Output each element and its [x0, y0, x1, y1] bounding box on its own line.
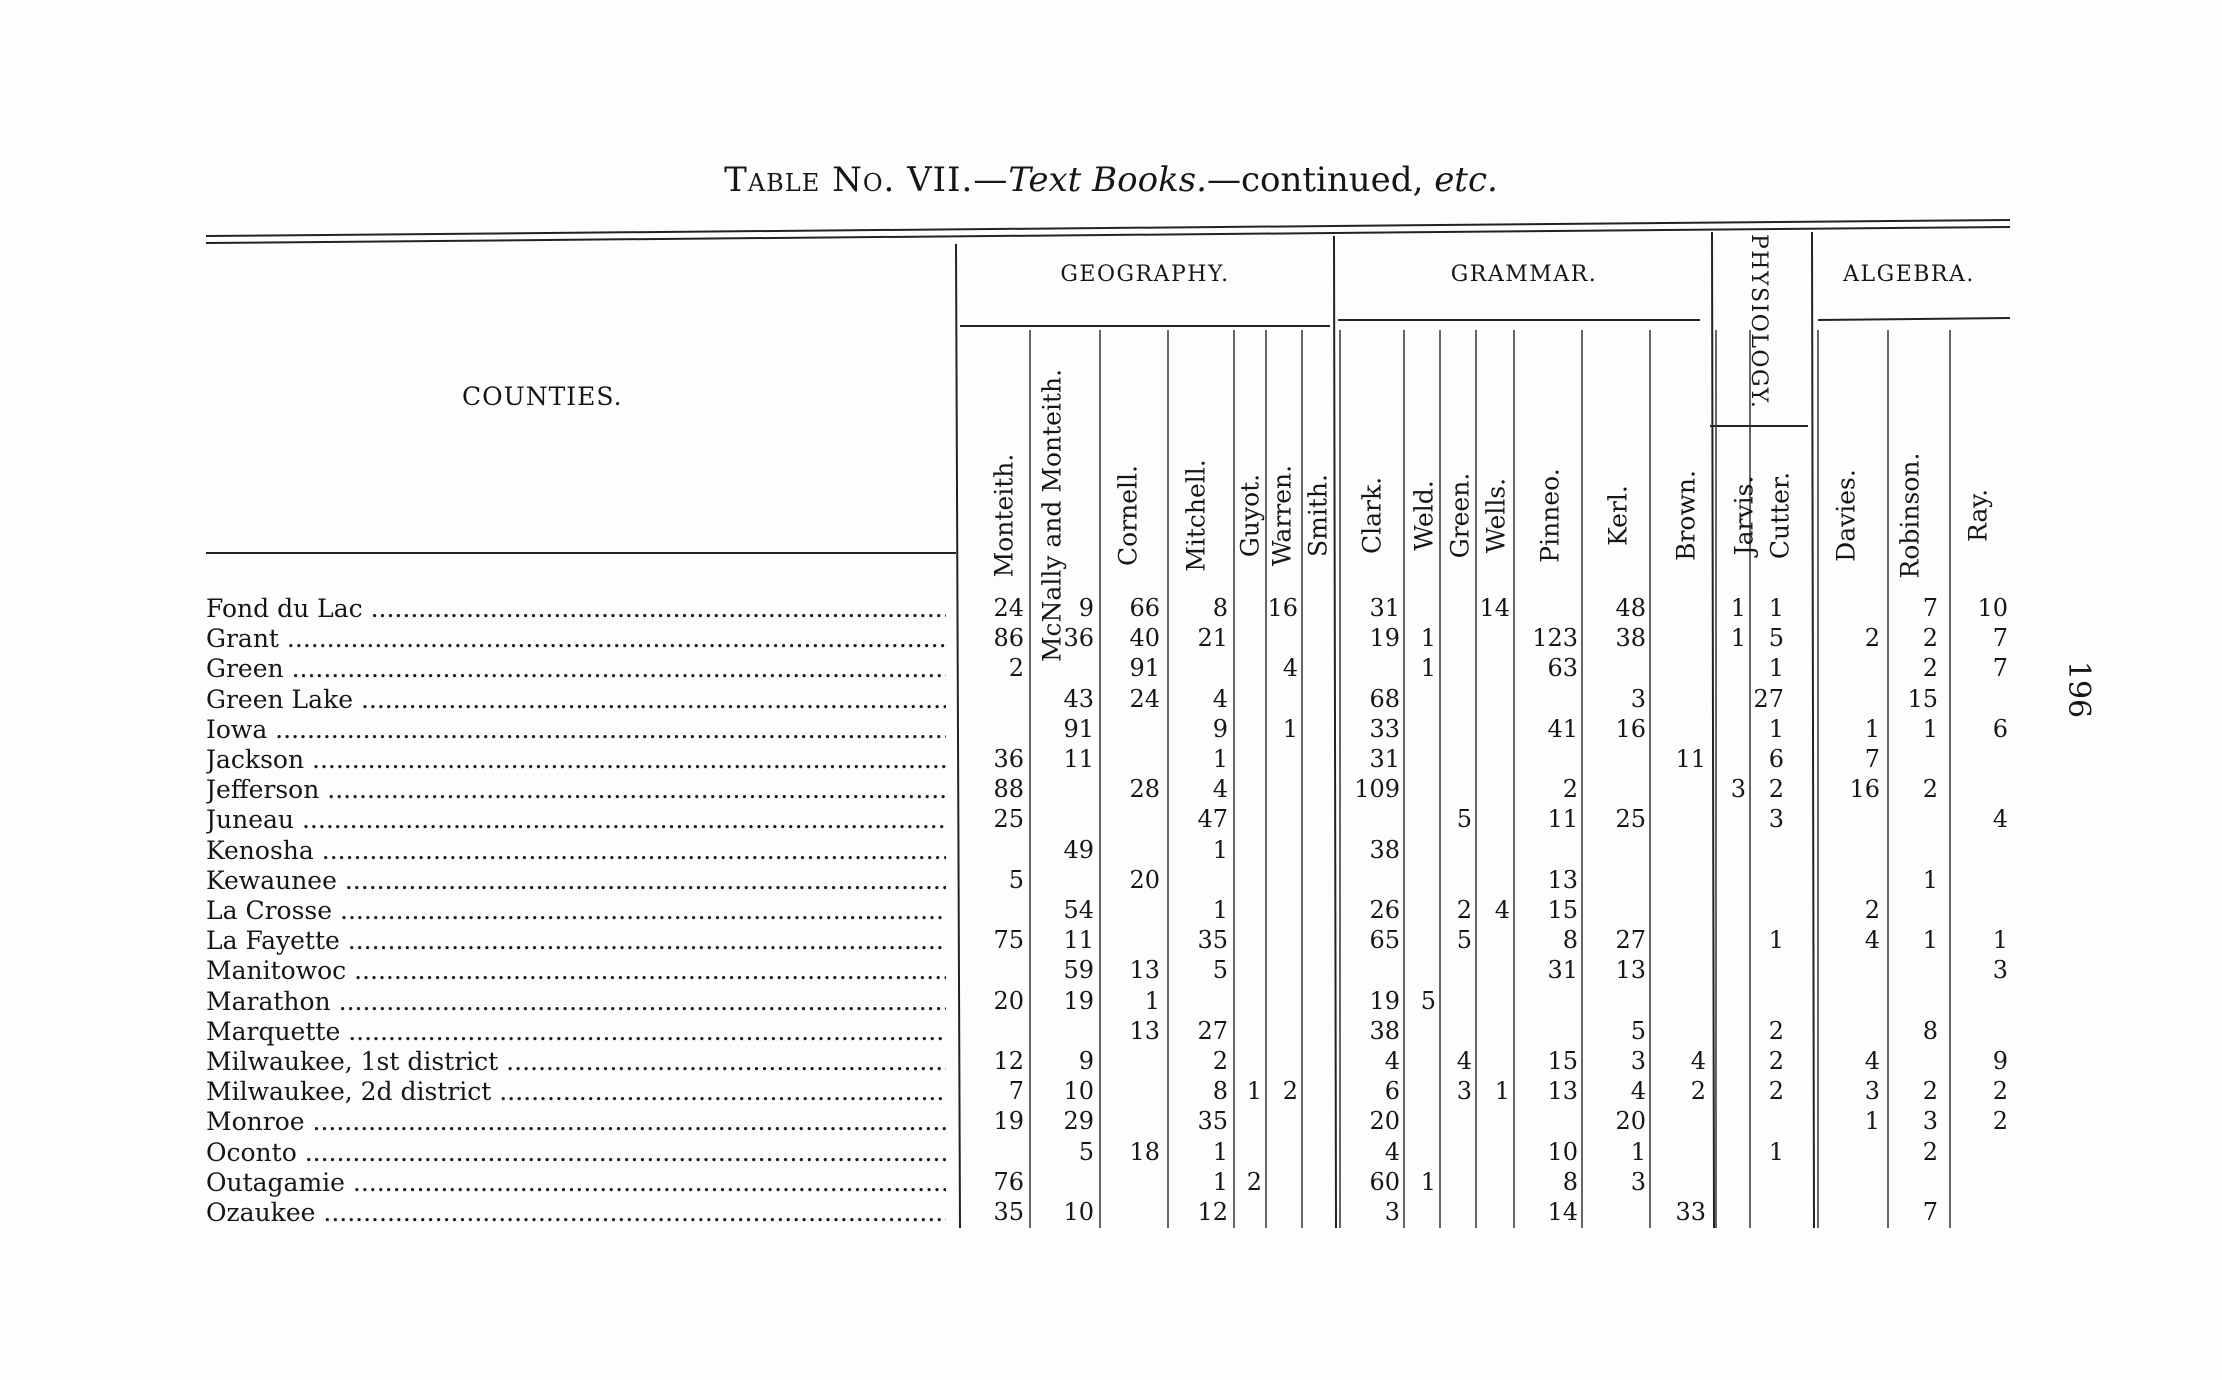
column-header-label: Weld.	[1409, 480, 1439, 551]
table-cell: 2	[1922, 1077, 1938, 1106]
column-header	[1440, 330, 1480, 559]
table-cell: 14	[1547, 1198, 1578, 1226]
table-cell: 49	[1063, 835, 1094, 864]
table-cell: 2	[1922, 1137, 1938, 1166]
table-cell: 3	[1922, 1107, 1938, 1136]
table-cell: 123	[1532, 624, 1578, 653]
table-cell: 2	[1768, 775, 1784, 804]
table-cell: 10	[1977, 594, 2008, 622]
table-cell: 1	[1768, 714, 1784, 743]
table-cell: 12	[1197, 1198, 1228, 1226]
group-algebra: ALGEBRA.	[1843, 262, 1975, 287]
table-cell: 4	[1384, 1137, 1400, 1166]
table-cell: 38	[1369, 835, 1400, 864]
table-cell: 5	[1456, 805, 1472, 834]
table-cell: 8	[1922, 1016, 1938, 1045]
column-header-label: McNally and Monteith.	[1037, 368, 1067, 663]
table-cell: 26	[1369, 896, 1400, 924]
table-cell: 2	[1768, 1077, 1784, 1106]
table-cell: 40	[1129, 624, 1160, 653]
table-cell: 12	[993, 1047, 1024, 1075]
table-cell: 5	[1078, 1137, 1094, 1166]
table-cell: 7	[1008, 1077, 1024, 1106]
column-header	[1530, 330, 1570, 563]
county-name: Monroe .....	[206, 1107, 946, 1136]
table-cell: 4	[1212, 684, 1228, 713]
table-cell: 2	[1008, 654, 1024, 683]
table-cell: 29	[1063, 1107, 1094, 1136]
table-cell: 1	[1922, 926, 1938, 955]
column-header-label: Clark.	[1357, 476, 1387, 555]
table-cell: 15	[1907, 684, 1938, 713]
column-header-label: Kerl.	[1603, 485, 1633, 546]
table-cell: 60	[1369, 1167, 1400, 1196]
table-cell: 11	[1547, 805, 1578, 834]
column-header	[1262, 330, 1302, 567]
table-cell: 91	[1063, 714, 1094, 743]
table-cell: 16	[1849, 775, 1880, 804]
county-name: Iowa .....	[206, 715, 946, 744]
table-cell: 18	[1129, 1137, 1160, 1166]
column-header	[1890, 330, 1930, 579]
table-cell: 14	[1479, 594, 1510, 622]
table-cell: 48	[1615, 594, 1646, 622]
table-cell: 86	[993, 624, 1024, 653]
table-cell: 4	[1630, 1077, 1646, 1106]
table-cell: 2	[1992, 1107, 2008, 1136]
table-cell: 9	[1078, 1047, 1094, 1075]
table-cell: 24	[993, 594, 1024, 622]
table-cell: 1	[1246, 1077, 1262, 1106]
table-cell: 1	[1768, 654, 1784, 683]
table-cell: 36	[1063, 624, 1094, 653]
table-cell: 4	[1456, 1047, 1472, 1075]
page-title	[0, 160, 2222, 200]
table-cell: 19	[1369, 624, 1400, 653]
table-cell: 65	[1369, 926, 1400, 955]
county-name: La Crosse .....	[206, 896, 946, 925]
table-cell: 5	[1768, 624, 1784, 653]
county-name: Green .....	[206, 654, 946, 683]
table-cell: 4	[1384, 1047, 1400, 1075]
table-cell: 19	[1369, 986, 1400, 1015]
column-header-label: Cornell.	[1113, 465, 1143, 566]
table-cell: 25	[993, 805, 1024, 834]
table-cell: 27	[1615, 926, 1646, 955]
column-header	[1176, 330, 1216, 572]
table-cell: 2	[1562, 775, 1578, 804]
column-header-label: Monteith.	[989, 453, 1019, 578]
column-header	[1760, 330, 1800, 560]
county-name: Marathon .....	[206, 987, 946, 1016]
table-cell: 4	[1212, 775, 1228, 804]
county-name: La Fayette .....	[206, 926, 946, 955]
table-cell: 1	[1768, 594, 1784, 622]
table-cell: 4	[1494, 896, 1510, 924]
table-cell: 6	[1384, 1077, 1400, 1106]
column-header	[1476, 330, 1516, 554]
county-name: Manitowoc .....	[206, 956, 946, 985]
column-header	[1826, 330, 1866, 562]
table-cell: 2	[1768, 1016, 1784, 1045]
table-cell: 47	[1197, 805, 1228, 834]
table-cell: 13	[1547, 1077, 1578, 1106]
table-cell: 25	[1615, 805, 1646, 834]
column-header	[1032, 330, 1072, 663]
table-cell: 7	[1992, 654, 2008, 683]
column-header	[1108, 330, 1148, 566]
table-cell: 10	[1063, 1077, 1094, 1106]
table-cell: 3	[1730, 775, 1746, 804]
county-name: Green Lake .....	[206, 685, 946, 714]
table-cell: 76	[993, 1167, 1024, 1196]
table-cell: 2	[1212, 1047, 1228, 1075]
table-cell: 5	[1420, 986, 1436, 1015]
table-cell: 38	[1369, 1016, 1400, 1045]
table-cell: 2	[1922, 654, 1938, 683]
table-cell: 15	[1547, 1047, 1578, 1075]
table-cell: 54	[1063, 896, 1094, 924]
table-cell: 1	[1630, 1137, 1646, 1166]
county-name: Juneau .....	[206, 805, 946, 834]
table-number: Table No. VII.—	[724, 160, 1009, 200]
table-cell: 43	[1063, 684, 1094, 713]
table-cell: 31	[1369, 594, 1400, 622]
table-cell: 1	[1212, 1167, 1228, 1196]
table-cell: 2	[1864, 624, 1880, 653]
table-cell: 1	[1420, 1167, 1436, 1196]
column-header-label: Ray.	[1963, 488, 1993, 543]
table-cell: 1	[1730, 624, 1746, 653]
table-cell: 2	[1456, 896, 1472, 924]
table-cell: 21	[1197, 624, 1228, 653]
column-header-label: Pinneo.	[1535, 468, 1565, 563]
column-header	[1958, 330, 1998, 543]
column-header-label: Mitchell.	[1181, 459, 1211, 572]
column-header	[1598, 330, 1638, 546]
column-header	[1352, 330, 1392, 555]
county-name: Milwaukee, 2d district .....	[206, 1077, 946, 1106]
table-cell: 31	[1369, 745, 1400, 773]
table-cell: 41	[1547, 714, 1578, 743]
table-cell: 2	[1922, 775, 1938, 804]
table-cell: 1	[1212, 1137, 1228, 1166]
table-cell: 1	[1212, 835, 1228, 864]
column-header-label: Davies.	[1831, 469, 1861, 562]
county-name: Marquette .....	[206, 1017, 946, 1046]
table-cell: 3	[1630, 1047, 1646, 1075]
table-cell: 3	[1384, 1198, 1400, 1226]
table-cell: 27	[1753, 684, 1784, 713]
table-cell: 91	[1129, 654, 1160, 683]
county-name: Ozaukee .....	[206, 1198, 946, 1227]
table-cell: 109	[1354, 775, 1400, 804]
table-cell: 5	[1212, 956, 1228, 985]
table-cell: 15	[1547, 896, 1578, 924]
table-cell: 7	[1922, 594, 1938, 622]
table-cell: 88	[993, 775, 1024, 804]
table-cell: 1	[1768, 926, 1784, 955]
column-header	[984, 330, 1024, 578]
table-cell: 10	[1063, 1198, 1094, 1226]
column-header-label: Jarvis.	[1729, 475, 1759, 556]
table-cell: 8	[1562, 926, 1578, 955]
table-cell: 1	[1922, 865, 1938, 894]
table-cell: 1	[1768, 1137, 1784, 1166]
table-cell: 20	[1129, 865, 1160, 894]
table-cell: 4	[1690, 1047, 1706, 1075]
table-cell: 2	[1282, 1077, 1298, 1106]
table-cell: 33	[1369, 714, 1400, 743]
column-header	[1404, 330, 1444, 551]
table-cell: 1	[1420, 624, 1436, 653]
county-name: Outagamie .....	[206, 1168, 946, 1197]
table-cell: 3	[1630, 684, 1646, 713]
title-subject: Text Books.	[1008, 160, 1207, 200]
table-cell: 27	[1197, 1016, 1228, 1045]
county-name: Grant .....	[206, 624, 946, 653]
table-cell: 35	[993, 1198, 1024, 1226]
table-cell: 7	[1992, 624, 2008, 653]
group-geography: GEOGRAPHY.	[1060, 262, 1230, 287]
table-cell: 11	[1063, 745, 1094, 773]
table-cell: 35	[1197, 926, 1228, 955]
table-cell: 1	[1992, 926, 2008, 955]
table-cell: 6	[1992, 714, 2008, 743]
table-cell: 63	[1547, 654, 1578, 683]
column-header-label: Green.	[1445, 472, 1475, 559]
table-cell: 4	[1864, 926, 1880, 955]
table-cell: 1	[1922, 714, 1938, 743]
county-name: Jefferson .....	[206, 775, 946, 804]
table-cell: 13	[1129, 956, 1160, 985]
county-name: Kenosha .....	[206, 836, 946, 865]
table-cell: 20	[993, 986, 1024, 1015]
table-cell: 36	[993, 745, 1024, 773]
table-cell: 2	[1690, 1077, 1706, 1106]
table-cell: 33	[1675, 1198, 1706, 1226]
table-cell: 9	[1212, 714, 1228, 743]
table-cell: 28	[1129, 775, 1160, 804]
table-cell: 16	[1615, 714, 1646, 743]
table-cell: 7	[1922, 1198, 1938, 1226]
table-cell: 4	[1864, 1047, 1880, 1075]
table-cell: 20	[1615, 1107, 1646, 1136]
table-cell: 1	[1282, 714, 1298, 743]
table-cell: 16	[1267, 594, 1298, 622]
column-header	[1724, 330, 1764, 556]
table-cell: 2	[1922, 624, 1938, 653]
table-cell: 4	[1282, 654, 1298, 683]
county-name: Fond du Lac .....	[206, 594, 946, 623]
column-header-label: Warren.	[1267, 464, 1297, 567]
table-cell: 75	[993, 926, 1024, 955]
table-cell: 2	[1992, 1077, 2008, 1106]
table-cell: 1	[1420, 654, 1436, 683]
table-cell: 1	[1212, 896, 1228, 924]
table-cell: 13	[1615, 956, 1646, 985]
table-cell: 1	[1212, 745, 1228, 773]
column-header	[1298, 330, 1338, 557]
table-cell: 1	[1144, 986, 1160, 1015]
table-cell: 9	[1078, 594, 1094, 622]
table-cell: 9	[1992, 1047, 2008, 1075]
table-cell: 11	[1063, 926, 1094, 955]
table-cell: 8	[1212, 594, 1228, 622]
county-name: Kewaunee .....	[206, 866, 946, 895]
column-header-label: Wells.	[1481, 477, 1511, 554]
table-cell: 19	[993, 1107, 1024, 1136]
table-cell: 1	[1730, 594, 1746, 622]
group-grammar: GRAMMAR.	[1450, 262, 1598, 287]
table-cell: 68	[1369, 684, 1400, 713]
table-cell: 4	[1992, 805, 2008, 834]
table-cell: 20	[1369, 1107, 1400, 1136]
table-cell: 3	[1864, 1077, 1880, 1106]
table-cell: 5	[1630, 1016, 1646, 1045]
table-cell: 59	[1063, 956, 1094, 985]
table-cell: 1	[1494, 1077, 1510, 1106]
table-cell: 19	[1063, 986, 1094, 1015]
table-cell: 31	[1547, 956, 1578, 985]
counties-header: COUNTIES.	[462, 382, 623, 411]
column-header	[1666, 330, 1706, 561]
page-number: 196	[2061, 660, 2097, 719]
table-cell: 2	[1768, 1047, 1784, 1075]
county-name: Jackson .....	[206, 745, 946, 774]
title-etc: etc.	[1434, 160, 1498, 200]
table-cell: 3	[1630, 1167, 1646, 1196]
table-cell: 3	[1768, 805, 1784, 834]
table-cell: 6	[1768, 745, 1784, 773]
table-cell: 8	[1562, 1167, 1578, 1196]
column-header-label: Brown.	[1671, 470, 1701, 561]
county-name: Milwaukee, 1st district .....	[206, 1047, 946, 1076]
column-header-label: Smith.	[1303, 474, 1333, 557]
table-cell: 5	[1008, 865, 1024, 894]
table-cell: 1	[1864, 714, 1880, 743]
table-cell: 3	[1456, 1077, 1472, 1106]
table-cell: 5	[1456, 926, 1472, 955]
table-cell: 7	[1864, 745, 1880, 773]
county-name: Oconto .....	[206, 1138, 946, 1167]
table-cell: 13	[1547, 865, 1578, 894]
table-cell: 35	[1197, 1107, 1228, 1136]
table-cell: 11	[1675, 745, 1706, 773]
column-header-label: Guyot.	[1235, 473, 1265, 558]
table-cell: 24	[1129, 684, 1160, 713]
table-cell: 8	[1212, 1077, 1228, 1106]
table-cell: 10	[1547, 1137, 1578, 1166]
column-header-label: Cutter.	[1765, 471, 1795, 560]
title-continued: —continued,	[1206, 160, 1435, 200]
table-cell: 13	[1129, 1016, 1160, 1045]
group-physiology: PHYSIOLOGY.	[1746, 234, 1771, 410]
table-cell: 1	[1864, 1107, 1880, 1136]
column-header-label: Robinson.	[1895, 452, 1925, 579]
table-cell: 66	[1129, 594, 1160, 622]
table-cell: 2	[1246, 1167, 1262, 1196]
table-cell: 3	[1992, 956, 2008, 985]
table-cell: 2	[1864, 896, 1880, 924]
table-cell: 38	[1615, 624, 1646, 653]
